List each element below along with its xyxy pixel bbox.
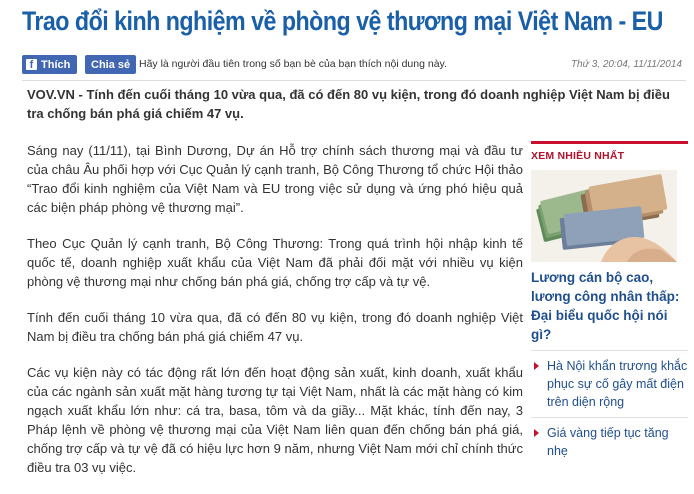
sidebar-divider — [531, 417, 688, 418]
article-paragraph: Tính đến cuối tháng 10 vừa qua, đã có đến 80 vụ kiện, trong đó doanh nghiệp Việt Nam bị điều tra chống bán phá giá chiếm 47 vụ. — [27, 310, 523, 344]
header-divider — [22, 80, 686, 81]
sidebar-list-item[interactable] — [531, 424, 688, 460]
facebook-share-button[interactable]: Chia sẻ — [85, 55, 136, 74]
sidebar-item-label: Hà Nội khẩn trương khắc phục sự cố gây mất điện trên diện rộng — [547, 359, 688, 409]
article-paragraph: Sáng nay (11/11), tại Bình Dương, Dự án Hỗ trợ chính sách thương mại và đầu tư của châu Âu phối hợp với Cục Quản lý cạnh tranh, Bộ Công Thương tổ chức Hội thảo “Trao đổi kinh nghiệm của Việt Nam và EU trong việc sử dụng và ứng phó hiệu quả các biện pháp phòng vệ thương mại”. — [27, 143, 523, 215]
facebook-like-button[interactable] — [22, 55, 77, 74]
sidebar-divider — [531, 350, 688, 351]
arrow-bullet-icon — [534, 362, 539, 370]
article-body — [27, 141, 523, 494]
money-stack-image — [531, 170, 677, 262]
arrow-bullet-icon — [534, 429, 539, 437]
like-prompt: Hãy là người đầu tiên trong số bạn bè của bạn thích nội dung này. — [139, 58, 447, 70]
sidebar-item-label: Giá vàng tiếp tục tăng nhẹ — [547, 426, 669, 458]
feature-thumbnail[interactable] — [531, 170, 677, 262]
sidebar-list-item[interactable] — [531, 357, 688, 411]
article-paragraph: Theo Cục Quản lý cạnh tranh, Bộ Công Thương: Trong quá trình hội nhập kinh tế quốc tế, doanh nghiệp xuất khẩu của Việt Nam đã phải đối mặt với nhiều vụ kiện phòng vệ thương mại như chống bán phá giá, chống trợ cấp và tự vệ. — [27, 236, 523, 289]
article-paragraph: Các vụ kiện này có tác động rất lớn đến hoạt động sản xuất, kinh doanh, xuất khẩu của các ngành sản xuất mặt hàng tương tự tại Việt Nam, nhất là các mặt hàng có kim ngạch xuất khẩu lớn như: cá tra, basa, tôm và da giầy... Mặt khác, tính đến nay, 3 Pháp lệnh về phòng vệ thương mại của Việt Nam liên quan đến chống bán phá giá, chống trợ cấp và tự vệ đã có hiệu lực hơn 9 năm, nhưng Việt Nam mới chỉ chính thức điều tra 03 vụ việc. — [27, 365, 523, 475]
article-date: Thứ 3, 20:04, 11/11/2014 — [570, 59, 682, 70]
sidebar-heading: XEM NHIỀU NHẤT — [531, 141, 688, 162]
feature-article-link[interactable]: Lương cán bộ cao, lương công nhân thấp: Đại biểu quốc hội nói gì? — [531, 270, 680, 342]
social-bar — [22, 55, 686, 75]
like-label: Thích — [41, 58, 71, 71]
most-viewed-sidebar — [531, 141, 688, 460]
article-title: Trao đổi kinh nghiệm về phòng vệ thương mại Việt Nam - EU — [22, 6, 663, 36]
facebook-icon: f — [26, 59, 37, 70]
article-lead: VOV.VN - Tính đến cuối tháng 10 vừa qua, đã có đến 80 vụ kiện, trong đó doanh nghiệp Việt Nam bị điều tra chống bán phá giá chiếm 47 vụ. — [27, 87, 670, 121]
